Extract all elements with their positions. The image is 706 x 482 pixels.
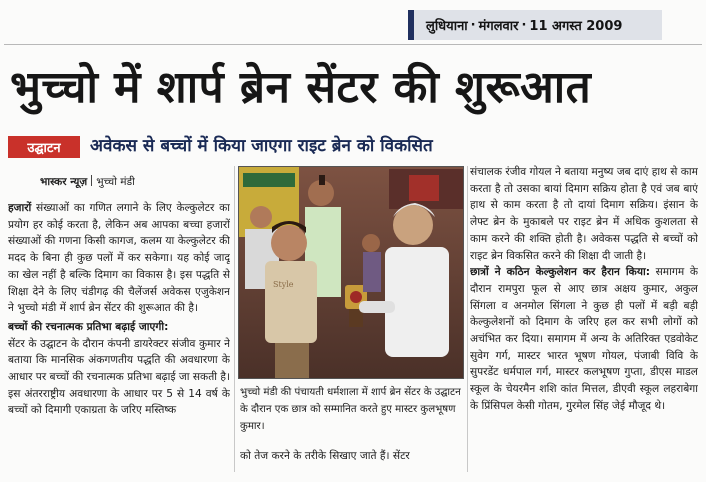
- right-paragraph-1: संचालक रंजीव गोयल ने बताया मनुष्य जब दाएं हाथ से काम करता है तो उसका बायां दिमाग सक्रिय होता है एवं जब बाएं हाथ से काम करता है तो दायां दिमाग सक्रिय। इंसान के लेफ्ट ब्रेन के मुकाबले पर राइट ब्रेन में अधिक कुशलता से काम करने की शक्ति होती है। अवेकस पद्धति से बच्चों को राइट ब्रेन विकसित करने की शिक्षा दी जाती है।: [470, 166, 698, 262]
- dateline-separator: ·: [521, 17, 527, 33]
- column-divider: [234, 166, 235, 472]
- lead-word: हजारों: [8, 202, 32, 214]
- middle-column-text: को तेज करने के तरीके सिखाए जाते हैं। सेंटर: [240, 450, 410, 462]
- dateline-date: 11 अगस्त 2009: [529, 19, 623, 34]
- byline-place: भुच्चो मंडी: [96, 176, 135, 188]
- photo-illustration: [239, 167, 464, 379]
- right-paragraph-2: [470, 264, 698, 414]
- right-column: [470, 164, 698, 476]
- news-photo: [238, 166, 464, 379]
- svg-text:Style: Style: [273, 280, 294, 289]
- right-paragraph-2-text: समागम के दौरान रामपुरा फूल से आए छात्र अक्षय कुमार, अकुल सिंगला व अनमोल सिंगला ने कुछ ही पलों में बड़ी बड़ी केल्कुलेशनों को दिमाग के जरिए हल कर सभी लोगों को अचंभित कर दिया। समागम में अन्य के अतिरिक्त एडवोकेट सुवेग गर्ग, मास्टर भारत भूषण गोयल, पंजाबी विवि के सुपरडेंट धर्मपाल गर्ग, मास्टर कलभूषण गुप्ता, डीएस माडल स्कूल के चेयरमैन शशि कांत मित्तल, डीएवी स्कूल लहराबेगा के प्रिंसिपल केसी गोतम, गुरमेल सिंह जेई मौजूद थे।: [470, 266, 698, 412]
- byline-divider: [91, 175, 92, 186]
- dateline-city: लुधियाना: [426, 19, 468, 34]
- dateline-day: मंगलवार: [478, 19, 519, 34]
- top-rule: [4, 44, 702, 45]
- kicker-label: उद्घाटन: [8, 136, 80, 158]
- column-divider: [467, 166, 468, 472]
- photo-caption: भुच्चो मंडी की पंचायती धर्मशाला में शार्प ब्रेन सेंटर के उद्घाटन के दौरान एक छात्र को सम्मानित करते हुए मास्टर कुलभूषण कुमार।: [240, 387, 461, 432]
- left-paragraph-1: [8, 200, 230, 317]
- left-paragraph-1-text: संख्याओं का गणित लगाने के लिए केल्कुलेटर का प्रयोग हर कोई करता है, लेकिन अब आपका बच्चा हजारों संख्याओं की गणना किसी कागज, कलम या केल्कुलेटर की मदद के बिना ही कुछ पलों में कर सकेगा। यह कोई जादू का खेल नहीं है बल्कि दिमाग का विकास है। इस पद्धति से शिक्षा देने के लिए चंडीगढ़ की चैलेंजर्स अवेकस एजुकेशन ने भुच्चो मंडी में शार्प ब्रेन सेंटर की शुरूआत की है।: [8, 202, 230, 315]
- left-column: [8, 200, 230, 476]
- subheadline: अवेकस से बच्चों में किया जाएगा राइट ब्रेन को विकसित: [90, 136, 433, 156]
- left-paragraph-2: सेंटर के उद्घाटन के दौरान कंपनी डायरेक्टर संजीव कुमार ने बताया कि मानसिक अंकगणतीय पद्धति की अवधारणा के आधार पर बच्चों की रचनात्मक प्रतिभा बढ़ाई जा सकती है। इस अंतरराष्ट्रीय अवधारणा के आधार पर 5 से 14 वर्ष के बच्चों को दिमागी एकाग्रता के जरिए मस्तिष्क: [8, 337, 230, 417]
- right-subheading: छात्रों ने कठिन केल्कुलेशन कर हैरान किया:: [470, 266, 650, 279]
- byline: [40, 175, 230, 191]
- dateline: [408, 10, 662, 40]
- left-subheading: बच्चों की रचनात्मक प्रतिभा बढ़ाई जाएगी:: [8, 320, 169, 333]
- headline: भुच्चो में शार्प ब्रेन सेंटर की शुरूआत: [10, 62, 592, 113]
- dateline-separator: ·: [470, 17, 476, 33]
- byline-agency: भास्कर न्यूज़: [40, 176, 88, 188]
